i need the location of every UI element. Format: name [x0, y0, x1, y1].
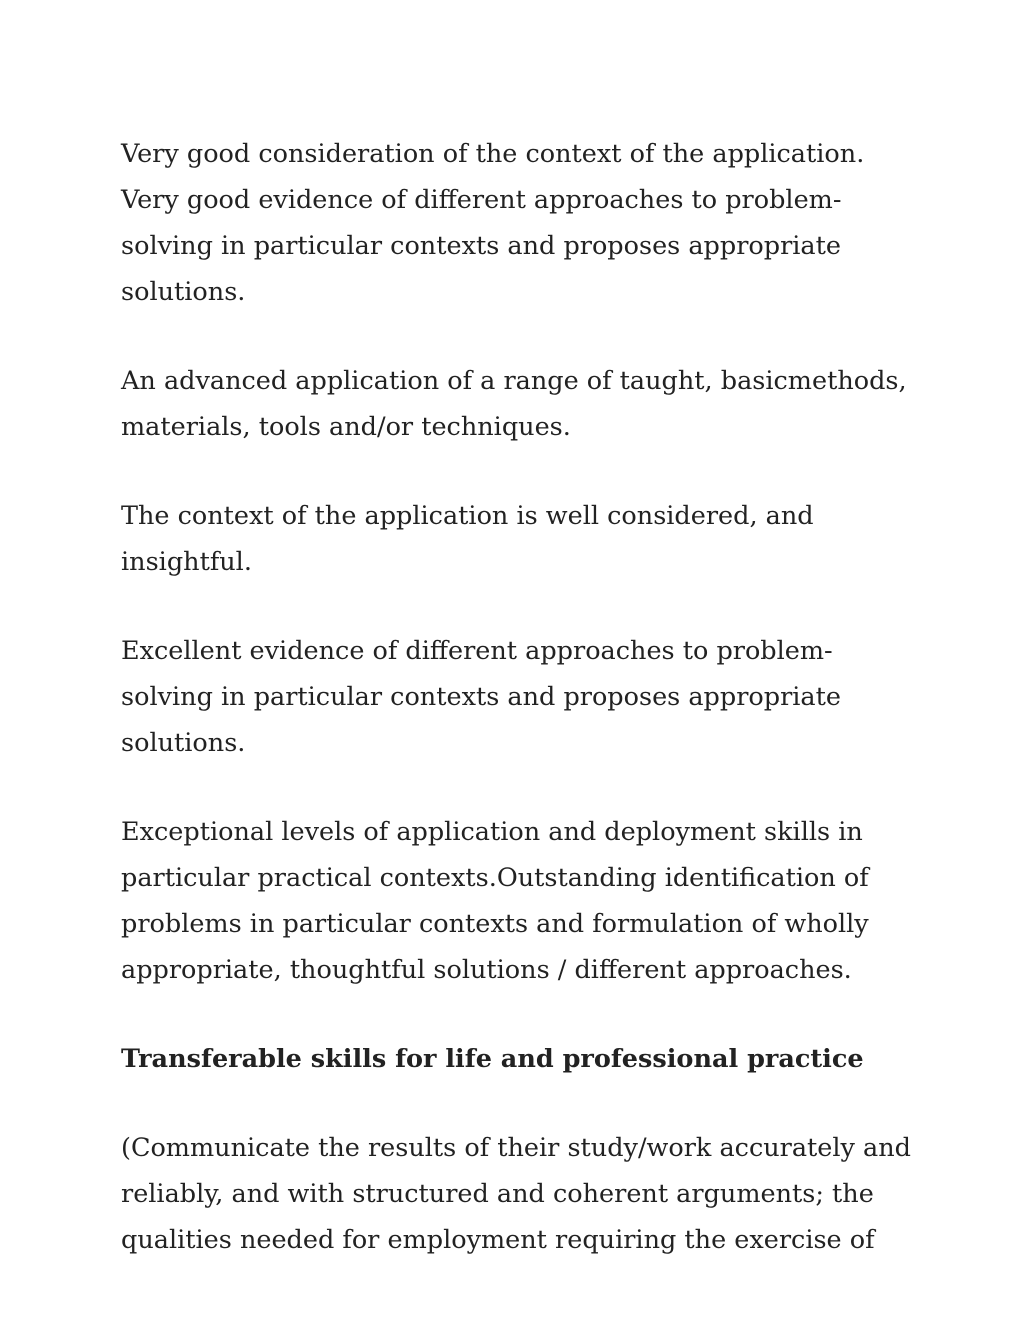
- paragraph-advanced-application: An advanced application of a range of taught, basicmethods, materials, tools and/or techniques.: [121, 366, 907, 442]
- paragraph-context-consideration: Very good consideration of the context of the application. Very good evidence of different approaches to problem-solving in particular contexts and proposes appropriate solutions.: [121, 139, 865, 307]
- paragraph-exceptional-levels: Exceptional levels of application and deployment skills in particular practical contexts.Outstanding identification of problems in particular contexts and formulation of wholly appropriate, thoughtful solutions / different approaches.: [121, 817, 869, 985]
- section-heading: Transferable skills for life and professional practice: [121, 1044, 864, 1074]
- paragraph-context-well-considered: The context of the application is well considered, and insightful.: [121, 501, 814, 577]
- paragraph-excellent-evidence: Excellent evidence of different approaches to problem-solving in particular contexts and proposes appropriate solutions.: [121, 636, 841, 758]
- paragraph-communicate-results: (Communicate the results of their study/work accurately and reliably, and with structured and coherent arguments; the qualities needed for employment requiring the exercise of: [121, 1133, 912, 1255]
- document-page: [121, 131, 921, 1263]
